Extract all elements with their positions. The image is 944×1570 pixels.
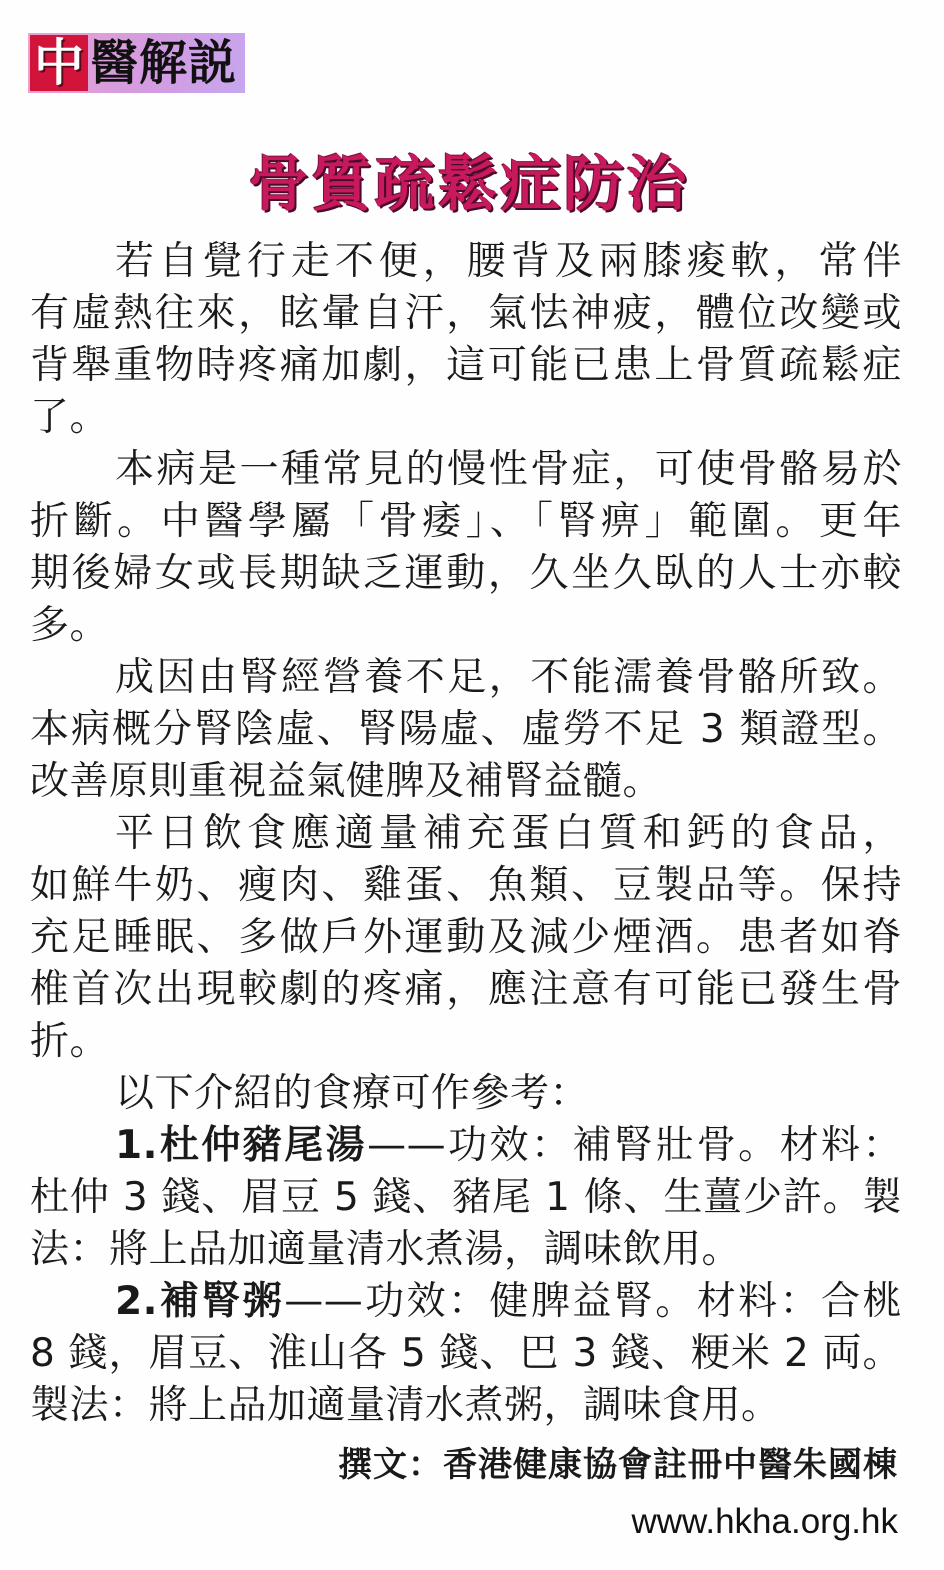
paragraph-line: 有虛熱往來，眩暈自汗，氣怯神疲，體位改變或 [30, 291, 902, 336]
column-header-badge: 中 [30, 35, 88, 91]
recipe-text: ——功效：補腎壯骨。材料： [367, 1123, 902, 1168]
recipe-text: ——功效：健脾益腎。材料：合桃 [284, 1279, 902, 1324]
paragraph-line: 如鮮牛奶、瘦肉、雞蛋、魚類、豆製品等。保持 [30, 863, 902, 908]
paragraph-line: 折斷。中醫學屬「骨痿」、「腎痹」範圍。更年 [30, 499, 902, 544]
paragraph-line: 充足睡眠、多做戶外運動及減少煙酒。患者如脊 [30, 915, 902, 960]
paragraph-line: 了。 [30, 395, 110, 440]
paragraph-line: 改善原則重視益氣健脾及補腎益髓。 [30, 759, 663, 804]
paragraph-line: 期後婦女或長期缺乏運動，久坐久臥的人士亦較 [30, 551, 902, 596]
recipe-line: 製法：將上品加適量清水煮粥，調味食用。 [30, 1383, 781, 1428]
recipe-line [30, 1276, 902, 1328]
recipe-line: 8 錢，眉豆、淮山各 5 錢、巴 3 錢、粳米 2 両。 [30, 1331, 902, 1376]
recipe-name: 1.杜仲豬尾湯 [115, 1123, 368, 1168]
paragraph-line: 多。 [30, 603, 110, 648]
recipe-line: 杜仲 3 錢、眉豆 5 錢、豬尾 1 條、生薑少許。製 [30, 1175, 902, 1220]
column-header-label: 醫解説 [90, 35, 238, 91]
paragraph-line: 本病是一種常見的慢性骨症，可使骨骼易於 [115, 447, 902, 492]
recipe-line [30, 1120, 902, 1172]
article-title: 骨質疏鬆症防治 [248, 150, 690, 220]
recipe-name: 2.補腎粥 [115, 1279, 285, 1324]
paragraph-line: 若自覺行走不便，腰背及兩膝痠軟，常伴 [115, 239, 902, 284]
article-body [30, 236, 902, 1432]
paragraph-line: 折。 [30, 1019, 110, 1064]
paragraph-line: 以下介紹的食療可作參考： [115, 1071, 590, 1116]
recipe-line: 法：將上品加適量清水煮湯，調味飲用。 [30, 1227, 742, 1272]
author-byline: 撰文：香港健康協會註冊中醫朱國棟 [338, 1445, 898, 1485]
paragraph-line: 成因由腎經營養不足，不能濡養骨骼所致。 [115, 655, 902, 700]
column-header [28, 33, 245, 93]
paragraph-line: 平日飲食應適量補充蛋白質和鈣的食品， [115, 811, 902, 856]
website-url: www.hkha.org.hk [631, 1502, 898, 1541]
paragraph-line: 本病概分腎陰虛、腎陽虛、虛勞不足 3 類證型。 [30, 707, 902, 752]
paragraph-line: 椎首次出現較劇的疼痛，應注意有可能已發生骨 [30, 967, 902, 1012]
paragraph-line: 背舉重物時疼痛加劇，這可能已患上骨質疏鬆症 [30, 343, 902, 388]
